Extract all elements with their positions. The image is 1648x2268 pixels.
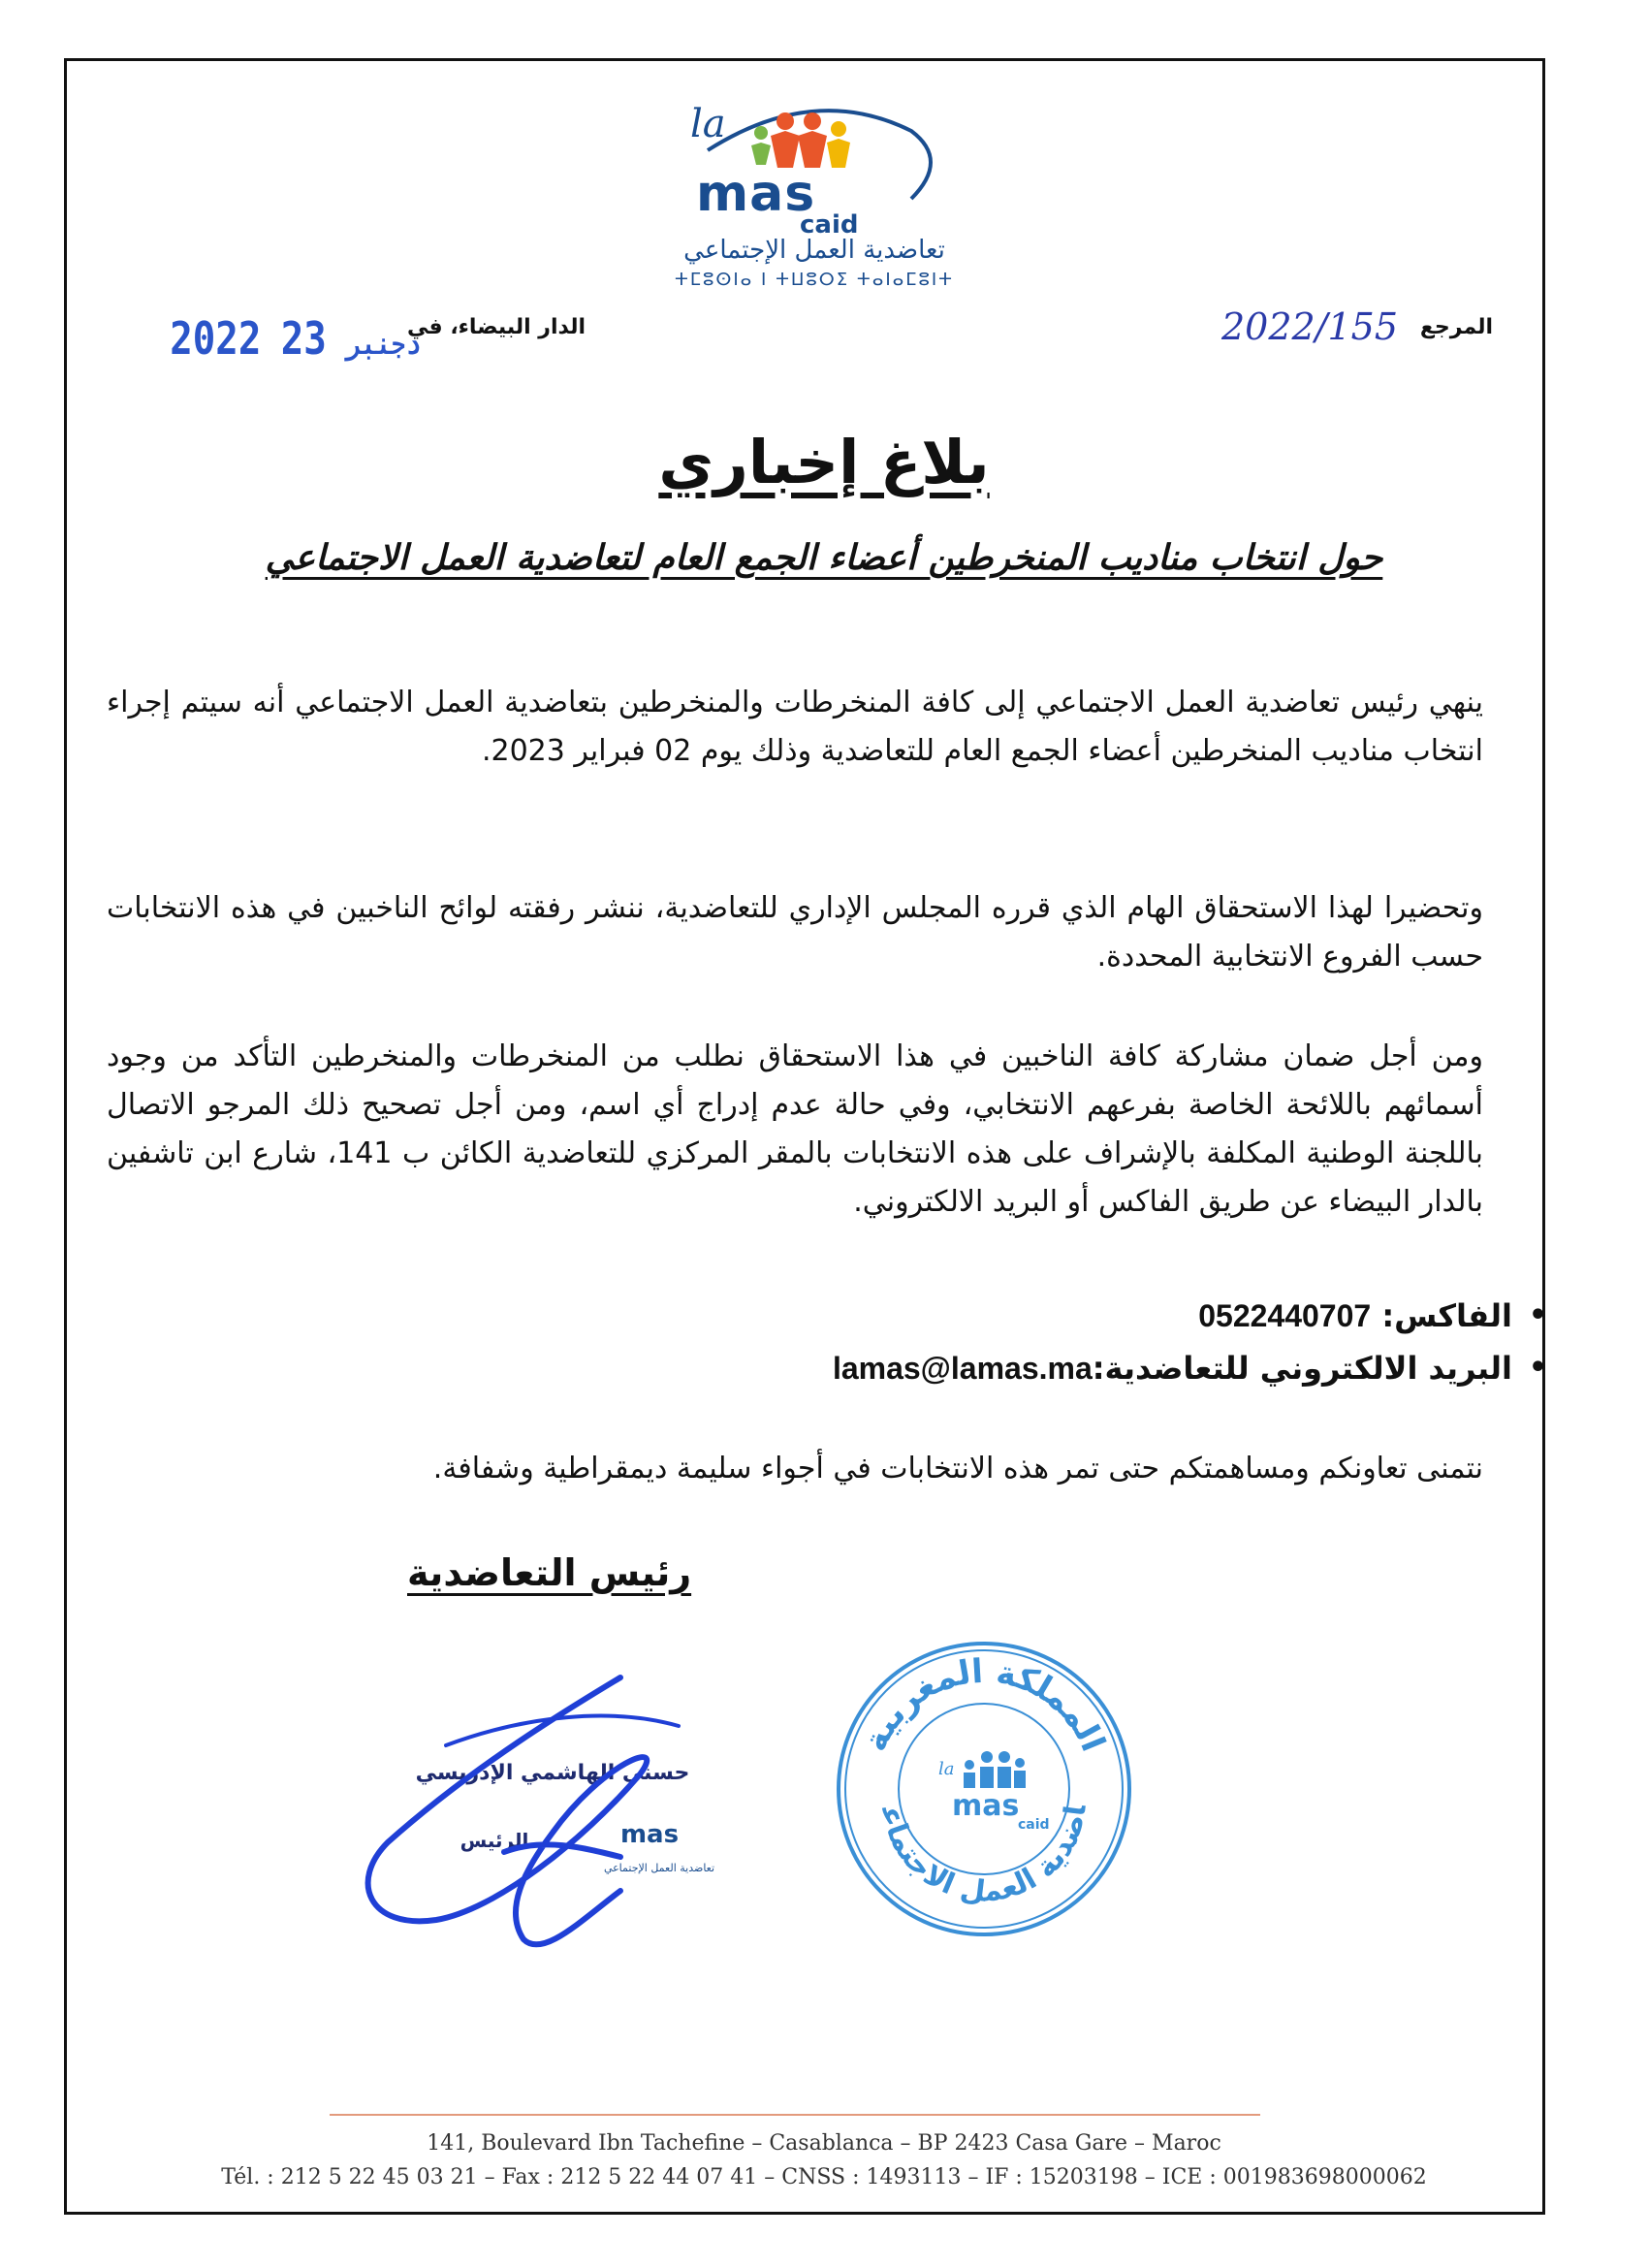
email-label: البريد الالكتروني للتعاضدية: — [1092, 1350, 1512, 1387]
document-subtitle: حول انتخاب مناديب المنخرطين أعضاء الجمع العام لتعاضدية العمل الاجتماعي — [265, 538, 1383, 578]
president-signature — [330, 1648, 776, 1978]
date-stamp-day: 23 — [280, 312, 327, 365]
signature-stamp-org: تعاضدية العمل الإجتماعي — [603, 1862, 715, 1874]
footer-rule — [330, 2114, 1260, 2116]
place-date-label: الدار البيضاء، في — [407, 315, 586, 339]
contact-email — [543, 1342, 1512, 1394]
seal-bottom-text: اضدية العمل الاجتماعي — [874, 1803, 1093, 1909]
document-title: بلاغ إخباري — [658, 427, 990, 497]
contact-list — [543, 1290, 1551, 1394]
seal-graphic — [824, 1629, 1144, 1949]
signature-name-stamp: حسني الهاشمي الإدريسي — [415, 1761, 690, 1785]
email-address: lamas@lamas.ma — [832, 1351, 1093, 1386]
logo-caid-text: caid — [800, 210, 859, 240]
seal-mas-text: mas — [952, 1789, 1020, 1823]
contact-fax — [543, 1290, 1512, 1342]
logo-arabic-name: تعاضدية العمل الإجتماعي — [683, 236, 945, 265]
closing-paragraph: نتمنى تعاونكم ومساهمتكم حتى تمر هذه الانتخابات في أجواء سليمة ديمقراطية وشفافة. — [432, 1452, 1483, 1485]
paragraph-preparation: وتحضيرا لهذا الاستحقاق الهام الذي قرره المجلس الإداري للتعاضدية، ننشر رفقته لوائح الناخبين في هذه الانتخابات حسب الفروع الانتخابية المحددة. — [107, 891, 1483, 974]
seal-top-text: المملكة المغربية — [855, 1651, 1113, 1758]
signatory-title: رئيس التعاضدية — [407, 1551, 692, 1594]
fax-number: 0522440707 — [1198, 1298, 1372, 1333]
paragraph-participation: ومن أجل ضمان مشاركة كافة الناخبين في هذا الاستحقاق نطلب من المنخرطات والمنخرطين التأكد من وجود أسمائهم باللائحة الخاصة بفرعهم الانتخابي، وفي حالة عدم إدراج أي اسم، ومن أجل تصحيح ذلك المرجو الاتصال باللجنة الوطنية المكلفة بالإشراف على هذه الانتخابات بالمقر المركزي للتعاضدية الكائن ب 141، شارع ابن تاشفين بالدار البيضاء عن طريق الفاكس أو البريد الالكتروني. — [107, 1039, 1483, 1219]
seal-caid-text: caid — [1018, 1817, 1050, 1833]
date-stamp-month: دجنبر — [346, 328, 422, 362]
fax-label: الفاكس: — [1381, 1297, 1512, 1334]
logo-la-text: la — [690, 102, 726, 146]
organization-logo — [669, 92, 960, 296]
reference-label: المرجع — [1419, 315, 1493, 339]
svg-text:المملكة المغربية — [856, 1652, 1113, 1757]
date-stamp-year: 2022 — [170, 312, 262, 365]
seal-figures-icon — [964, 1751, 1026, 1788]
date-stamp — [160, 312, 430, 365]
signature-stamp-mas: mas — [619, 1820, 680, 1849]
signature-graphic — [330, 1648, 776, 1978]
footer-address: 141, Boulevard Ibn Tachefine – Casablanca – BP 2423 Casa Gare – Maroc — [427, 2131, 1221, 2156]
official-seal — [824, 1629, 1144, 1949]
seal-la-text: la — [938, 1759, 955, 1779]
footer-contact-ids: Tél. : 212 5 22 45 03 21 – Fax : 212 5 22 44 07 41 – CNSS : 1493113 – IF : 15203198 – ICE : 001983698000062 — [221, 2165, 1427, 2189]
logo-mas-text: mas — [696, 165, 816, 223]
signature-role-stamp: الرئيس — [460, 1829, 529, 1852]
reference-number: 2022/155 — [1221, 305, 1399, 348]
logo-tifinagh-name: ⵜⵎⵓⵙⵏⴰ ⵏ ⵜⵡⵓⵔⵉ ⵜⴰⵏⴰⵎⵓⵏⵜ — [675, 270, 954, 290]
paragraph-announcement: ينهي رئيس تعاضدية العمل الاجتماعي إلى كافة المنخرطات والمنخرطين بتعاضدية العمل الاجتماعي أنه سيتم إجراء انتخاب مناديب المنخرطين أعضاء الجمع العام للتعاضدية وذلك يوم 02 فبراير 2023. — [107, 686, 1483, 768]
